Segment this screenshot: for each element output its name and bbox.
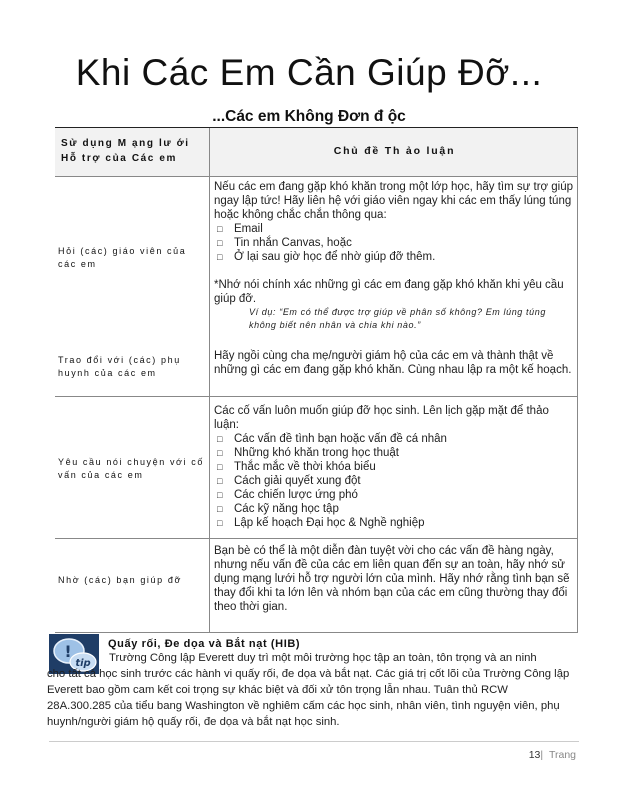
row-friends-content: Bạn bè có thể là một diễn đàn tuyệt vời cho các vấn đề hàng ngày, nhưng nếu vấn đề của các em liên quan đến sự an toàn, hãy nhớ sử dụng mạng lưới hỗ trợ người lớn của mình. Hãy nhớ rằng tình bạn sẽ thay đổi khi ta lớn lên và nhóm bạn của các em cũng thường thay đổi theo thời gian. xyxy=(214,545,570,613)
row-parent-content: Hãy ngồi cùng cha mẹ/người giám hộ của các em và thành thật về những gì các em đang gặp khó khăn. Cùng nhau lập ra một kế hoạch. xyxy=(214,350,572,376)
page-footer xyxy=(420,749,576,761)
bullet-icon: □ xyxy=(217,224,223,234)
svg-text:!: ! xyxy=(64,642,72,661)
row-divider xyxy=(55,396,578,397)
list-item: □ Các chiến lược ứng phó xyxy=(217,489,358,501)
list-item: □ Tin nhắn Canvas, hoặc xyxy=(217,237,352,249)
header-left-line2: Hỗ trợ của Các em xyxy=(61,153,178,164)
svg-text:tip: tip xyxy=(75,658,91,669)
list-item: □ Những khó khăn trong học thuật xyxy=(217,447,399,459)
list-item: □ Ở lại sau giờ học để nhờ giúp đỡ thêm. xyxy=(217,251,436,263)
tip-body xyxy=(47,650,572,730)
bullet-icon: □ xyxy=(217,476,223,486)
header-left xyxy=(61,136,211,166)
header-left-line1: Sử dụng M ạng lư ới xyxy=(61,138,190,149)
row-friends-label: Nhờ (các) bạn giúp đỡ xyxy=(58,575,182,585)
bullet-icon: □ xyxy=(217,462,223,472)
bullet-icon: □ xyxy=(217,238,223,248)
teacher-note: *Nhớ nói chính xác những gì các em đang gặp khó khăn khi yêu cầu giúp đỡ. xyxy=(214,279,564,305)
tip-body-first-line: Trường Công lập Everett duy trì một môi trường học tập an toàn, tôn trọng và an ninh xyxy=(109,652,537,664)
bullet-icon: □ xyxy=(217,504,223,514)
teacher-intro: Nếu các em đang gặp khó khăn trong một lớp học, hãy tìm sự trợ giúp ngay lập tức! Hãy liên hệ với giáo viên ngay khi các em thấy lúng túng hoặc không chắc chắn thông qua: xyxy=(214,181,574,221)
row-divider xyxy=(55,632,578,633)
footer-divider xyxy=(49,741,579,742)
list-item: □ Email xyxy=(217,223,263,235)
support-network-table xyxy=(55,127,578,633)
bullet-icon: □ xyxy=(217,252,223,262)
page-subtitle: ...Các em Không Đơn đ ộc xyxy=(212,108,406,125)
row-divider xyxy=(55,176,578,177)
row-parent-label: Trao đổi với (các) phụ huynh của các em xyxy=(58,355,181,378)
teacher-example: Ví dụ: “Em có thể được trợ giúp về phân số không? Em lúng túng không biết nên nhân và chia khi nào.” xyxy=(249,307,546,330)
tip-title: Quấy rối, Đe dọa và Bắt nạt (HIB) xyxy=(108,638,301,650)
column-divider xyxy=(209,128,210,633)
footer-separator: | xyxy=(540,749,544,761)
list-item: □ Các kỹ năng học tập xyxy=(217,503,339,515)
row-teacher-content xyxy=(214,180,574,332)
page-title: Khi Các Em Cần Giúp Đỡ... xyxy=(75,52,543,93)
page-number: 13 xyxy=(528,749,541,761)
row-counselor-content xyxy=(214,404,574,530)
row-teacher-label: Hỏi (các) giáo viên của các em xyxy=(58,246,187,269)
table-header xyxy=(55,128,578,176)
row-counselor-label: Yêu cầu nói chuyện với cố vấn của các em xyxy=(58,457,204,480)
teacher-bullet-list xyxy=(214,222,574,264)
list-item: □ Các vấn đề tình bạn hoặc vấn đề cá nhân xyxy=(217,433,447,445)
bullet-icon: □ xyxy=(217,490,223,500)
bullet-icon: □ xyxy=(217,448,223,458)
header-right: Chủ đề Th ảo luận xyxy=(333,145,456,157)
bullet-icon: □ xyxy=(217,518,223,528)
row-divider xyxy=(55,538,578,539)
list-item: □ Lập kế hoạch Đại học & Nghề nghiệp xyxy=(217,517,425,529)
tip-body-text: cho tất cả học sinh trước các hành vi quấy rối, đe dọa và bắt nạt. Các giá trị cốt lõi của Trường Công lập Everett bao gồm cam kết coi trọng sự khác biệt và đối xử tôn trọng lẫn nhau. Tuân thủ RCW 28A.300.285 của tiểu bang Washington về nghiêm cấm các học sinh, nhân viên, tình nguyện viên, phụ huynh/người giám hộ quấy rối, đe dọa và bắt nạt học sinh. xyxy=(47,668,570,728)
counselor-intro: Các cố vấn luôn muốn giúp đỡ học sinh. Lên lịch gặp mặt để thảo luận: xyxy=(214,405,549,431)
page-word: Trang xyxy=(548,749,576,761)
list-item: □ Thắc mắc về thời khóa biểu xyxy=(217,461,376,473)
list-item: □ Cách giải quyết xung đột xyxy=(217,475,361,487)
counselor-bullet-list xyxy=(214,432,574,530)
table-right-border xyxy=(577,128,578,633)
bullet-icon: □ xyxy=(217,434,223,444)
